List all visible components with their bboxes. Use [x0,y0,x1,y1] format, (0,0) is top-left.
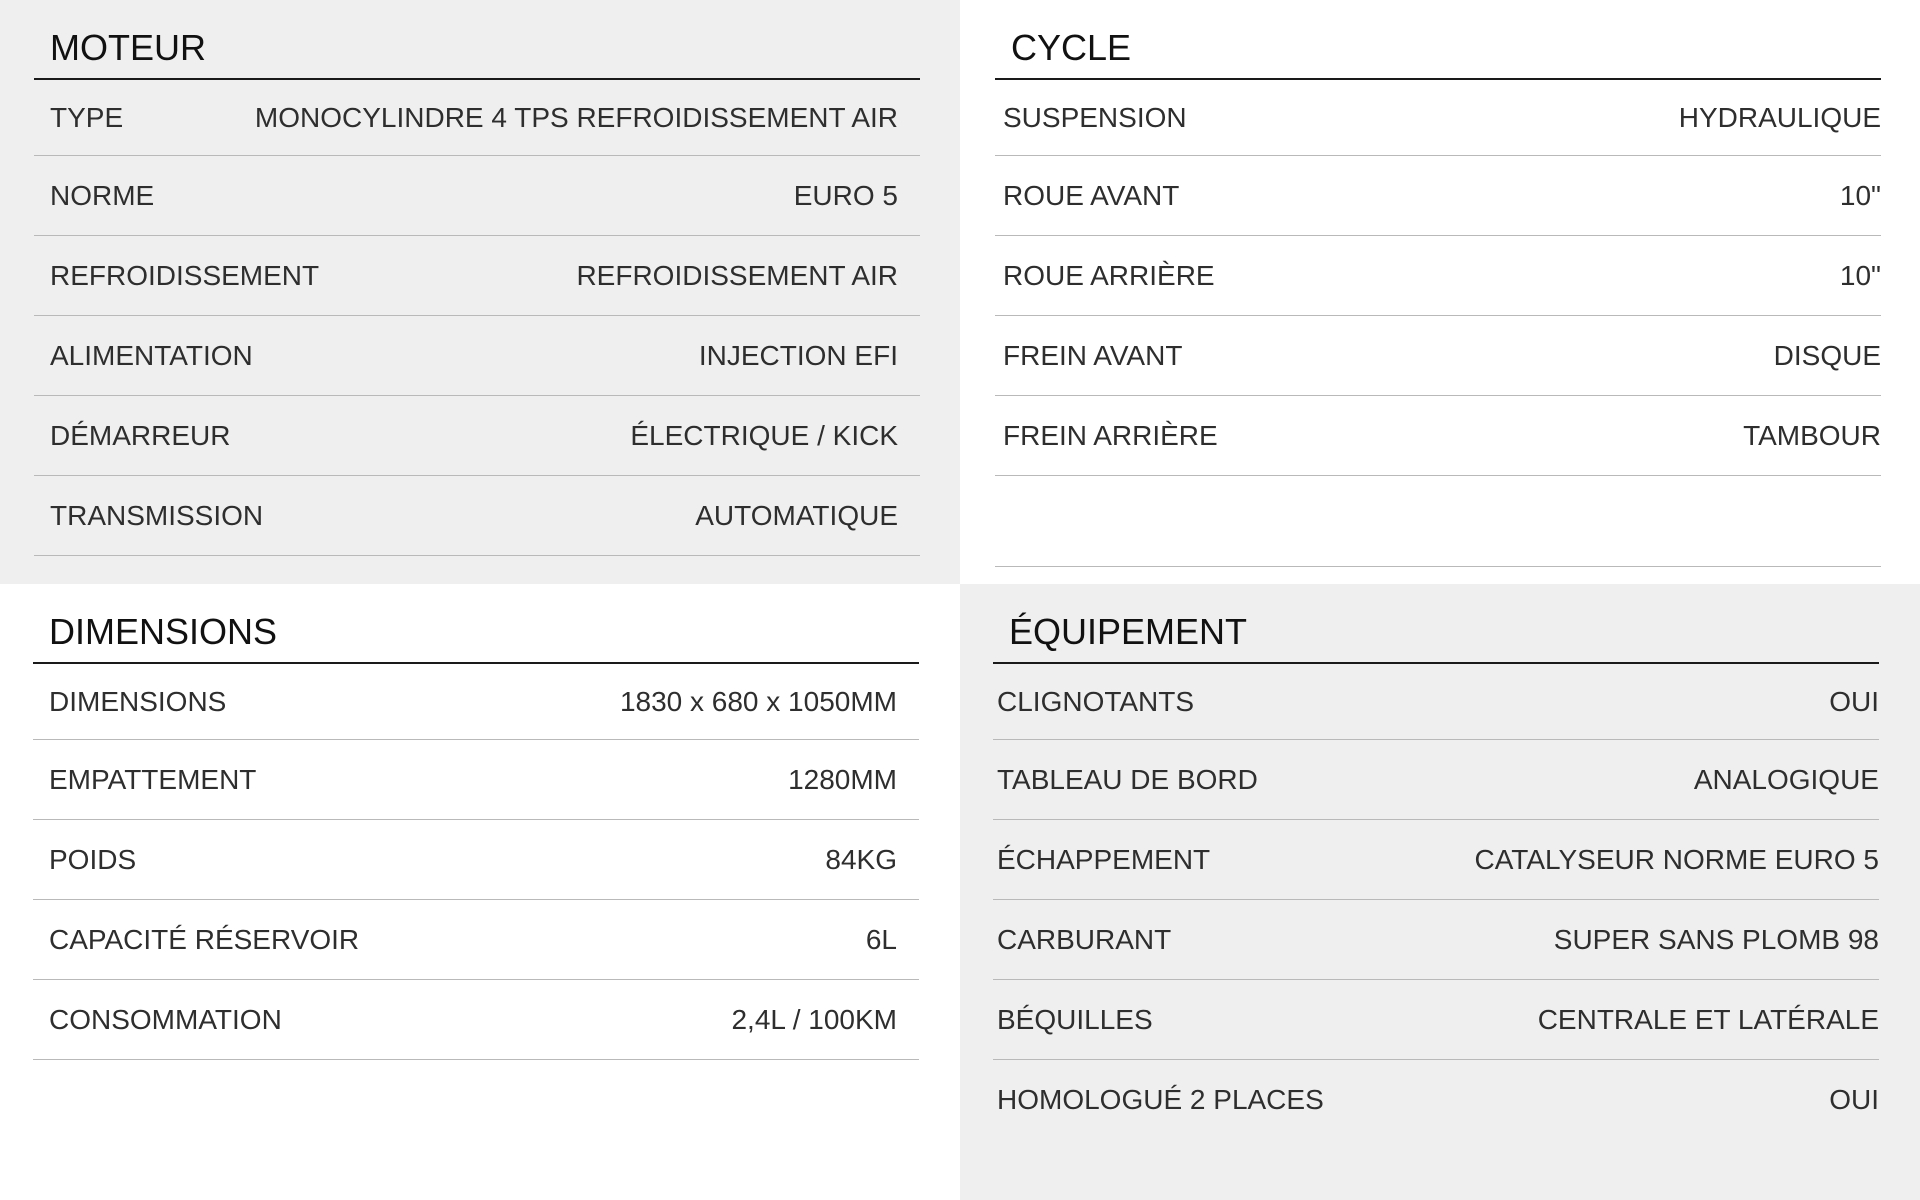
spec-value: AUTOMATIQUE [695,499,898,531]
spec-value: ANALOGIQUE [1693,763,1879,795]
moteur-spec-table [34,0,920,556]
spec-row-clignotants [993,664,1879,740]
moteur-title: MOTEUR [34,0,920,80]
spec-row-echappement [993,820,1879,900]
spec-label: REFROIDISSEMENT [50,259,320,291]
spec-value: MONOCYLINDRE 4 TPS REFROIDISSEMENT AIR [254,101,898,133]
spec-value: ÉLECTRIQUE / KICK [630,419,898,451]
spec-row-bequilles [993,980,1879,1060]
spec-value: 2,4L / 100KM [731,1003,897,1035]
row-divider [995,476,1881,567]
spec-label: ROUE ARRIÈRE [1003,259,1215,291]
spec-label: FREIN ARRIÈRE [1003,419,1218,451]
spec-row-frein-avant [995,316,1881,396]
spec-value: INJECTION EFI [698,339,898,371]
spec-label: ALIMENTATION [50,339,253,371]
spec-row-alimentation [34,316,920,396]
spec-value: 1280MM [788,763,897,795]
spec-value: EURO 5 [793,179,898,211]
spec-label: TYPE [50,101,124,133]
spec-value: OUI [1829,685,1879,717]
cycle-spec-table [995,0,1881,567]
spec-value: HYDRAULIQUE [1678,101,1881,133]
spec-label: ROUE AVANT [1003,179,1180,211]
spec-value: 6L [865,923,897,955]
spec-row-roue-arriere [995,236,1881,316]
spec-label: TRANSMISSION [50,499,264,531]
spec-label: EMPATTEMENT [49,763,257,795]
spec-label: POIDS [49,843,137,875]
spec-label: CONSOMMATION [49,1003,282,1035]
spec-row-suspension [995,80,1881,156]
spec-label: CARBURANT [997,923,1172,955]
dimensions-spec-table [33,584,919,1060]
spec-row-homologue-2-places [993,1060,1879,1140]
spec-value: OUI [1829,1084,1879,1115]
spec-value: 10" [1839,179,1881,211]
spec-row-tableau-de-bord [993,740,1879,820]
spec-row-consommation [33,980,919,1060]
spec-value: 10" [1839,259,1881,291]
cycle-title: CYCLE [995,0,1881,80]
spec-value: DISQUE [1773,339,1881,371]
spec-value: REFROIDISSEMENT AIR [576,259,898,291]
dimensions-section [0,584,960,1200]
spec-label: BÉQUILLES [997,1003,1153,1035]
spec-label: NORME [50,179,155,211]
spec-label: DIMENSIONS [49,685,227,717]
spec-row-transmission [34,476,920,556]
spec-row-demarreur [34,396,920,476]
spec-label: HOMOLOGUÉ 2 PLACES [997,1084,1324,1115]
spec-row-refroidissement [34,236,920,316]
equipement-title: ÉQUIPEMENT [993,584,1879,664]
spec-label: TABLEAU DE BORD [997,763,1258,795]
equipement-spec-table [993,584,1879,1140]
spec-label: CAPACITÉ RÉSERVOIR [49,923,360,955]
spec-label: CLIGNOTANTS [997,685,1195,717]
spec-row-poids [33,820,919,900]
spec-label: FREIN AVANT [1003,339,1183,371]
spec-value: 84KG [825,843,897,875]
spec-row-capacite-reservoir [33,900,919,980]
spec-row-norme [34,156,920,236]
equipement-section [960,584,1920,1200]
spec-row-frein-arriere [995,396,1881,476]
spec-label: ÉCHAPPEMENT [997,843,1211,875]
spec-label: SUSPENSION [1003,101,1187,133]
spec-label: DÉMARREUR [50,419,231,451]
spec-row-dimensions [33,664,919,740]
spec-value: CENTRALE ET LATÉRALE [1537,1003,1879,1035]
cycle-section [960,0,1920,584]
spec-row-empattement [33,740,919,820]
spec-row-type [34,80,920,156]
spec-row-carburant [993,900,1879,980]
moteur-section [0,0,960,584]
dimensions-title: DIMENSIONS [33,584,919,664]
spec-value: TAMBOUR [1743,419,1881,451]
spec-value: CATALYSEUR NORME EURO 5 [1474,843,1879,875]
spec-row-roue-avant [995,156,1881,236]
spec-value: SUPER SANS PLOMB 98 [1553,923,1879,955]
spec-value: 1830 x 680 x 1050MM [619,685,897,717]
